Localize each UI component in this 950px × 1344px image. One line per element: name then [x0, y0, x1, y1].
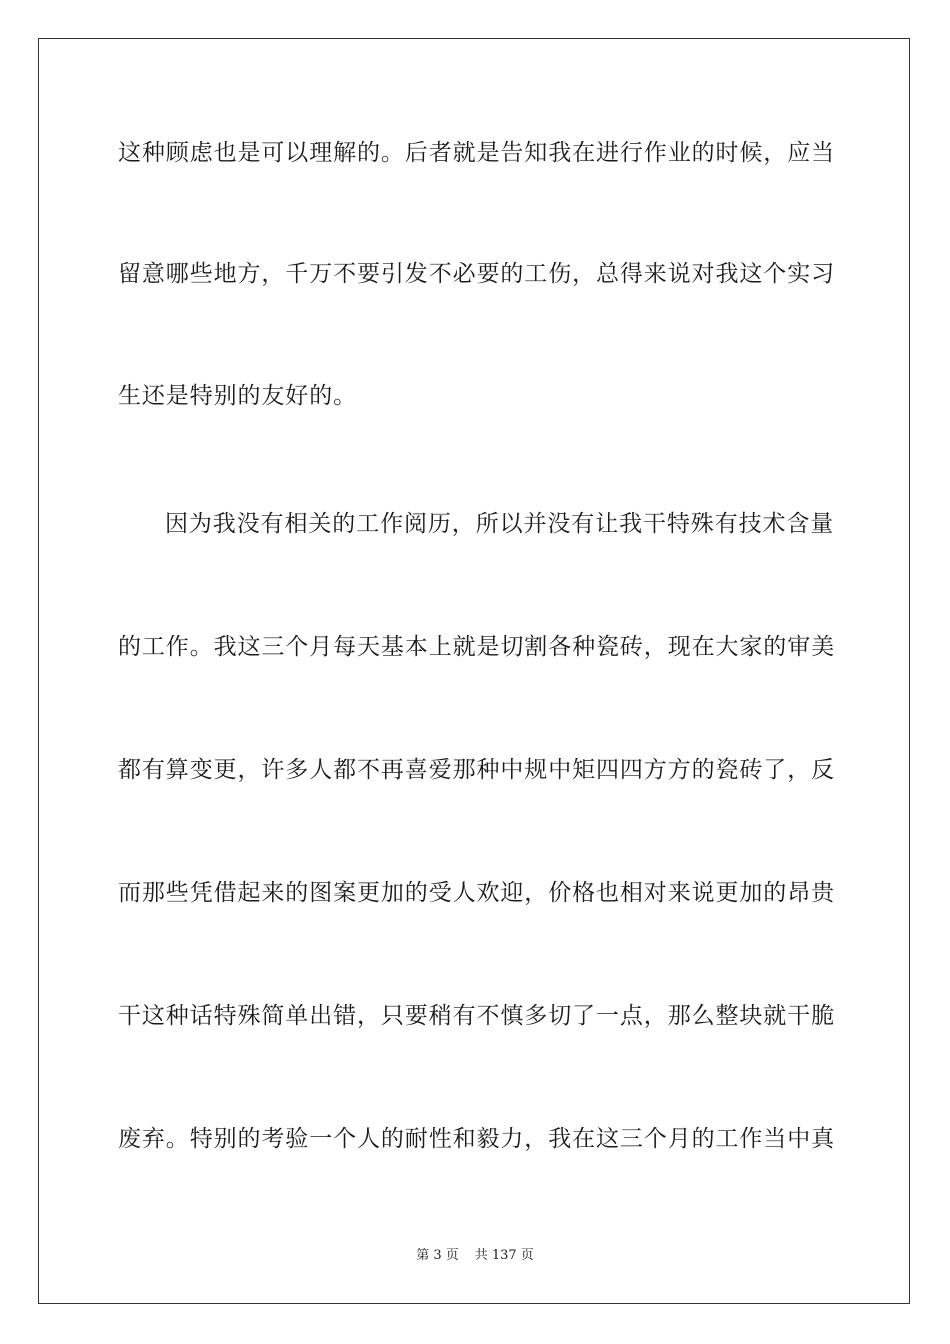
text-line: 这种顾虑也是可以理解的。后者就是告知我在进行作业的时候，应当: [118, 140, 835, 166]
text-line: 废弃。特别的考验一个人的耐性和毅力，我在这三个月的工作当中真: [118, 1126, 835, 1152]
page-border: [38, 38, 910, 1304]
paragraph-first-line: 因为我没有相关的工作阅历，所以并没有让我干特殊有技术含量: [165, 511, 835, 537]
page-number: 第 3 页: [416, 1248, 459, 1263]
text-line: 都有算变更，许多人都不再喜爱那种中规中矩四四方方的瓷砖了，反: [118, 757, 835, 783]
text-line: 的工作。我这三个月每天基本上就是切割各种瓷砖，现在大家的审美: [118, 634, 835, 660]
text-line: 而那些凭借起来的图案更加的受人欢迎，价格也相对来说更加的昂贵: [118, 880, 835, 906]
page-footer: [0, 1247, 950, 1265]
text-line: 生还是特别的友好的。: [118, 383, 357, 409]
total-pages: 共 137 页: [474, 1248, 534, 1263]
text-line: 留意哪些地方，千万不要引发不必要的工伤，总得来说对我这个实习: [118, 261, 835, 287]
text-line: 干这种话特殊简单出错，只要稍有不慎多切了一点，那么整块就干脆: [118, 1003, 835, 1029]
